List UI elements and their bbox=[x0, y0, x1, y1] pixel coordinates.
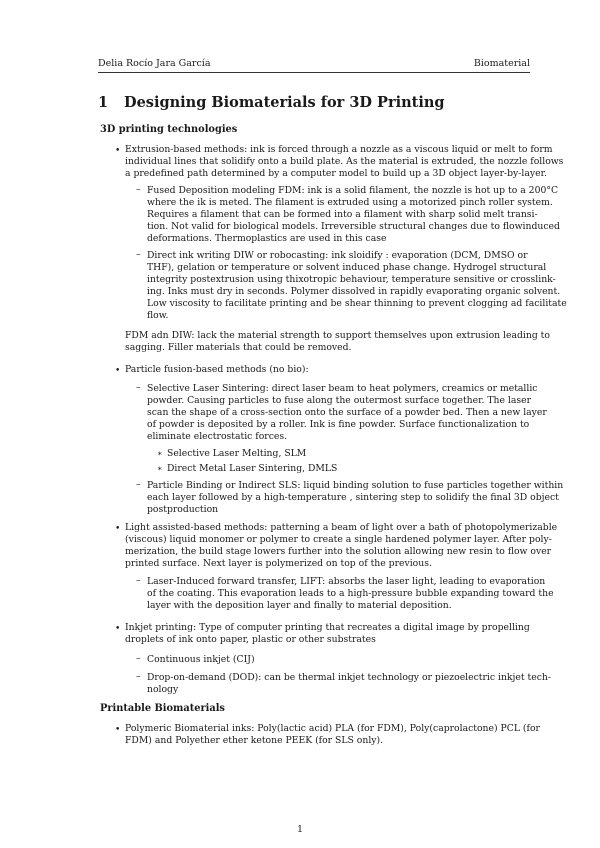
slm-item: Selective Laser Melting, SLM bbox=[167, 448, 307, 459]
inkjet-line-1: Inkjet printing: Type of computer printing that recreates a digital image by propelling bbox=[125, 622, 530, 633]
lift-line-3: layer with the deposition layer and finally to material deposition. bbox=[147, 600, 452, 611]
subhead-printable-biomaterials: Printable Biomaterials bbox=[100, 703, 225, 714]
extrusion-line-2: individual lines that solidify onto a build plate. As the material is extruded, the nozzle follows bbox=[125, 156, 564, 167]
section-number: 1 bbox=[98, 94, 109, 111]
sls-line-3: scan the shape of a cross-section onto the surface of a powder bed. Then a new layer bbox=[147, 407, 547, 418]
header-topic: Biomaterial bbox=[473, 58, 530, 69]
diw-line-3: integrity postextrusion using thixotropic behaviour, temperature sensitive or crosslink- bbox=[147, 274, 556, 285]
fdm-line-1: Fused Deposition modeling FDM: ink is a solid filament, the nozzle is hot up to a 200°C bbox=[147, 185, 559, 196]
sls-line-1: Selective Laser Sintering: direct laser beam to heat polymers, creamics or metallic bbox=[147, 383, 538, 394]
light-line-1: Light assisted-based methods: patterning a beam of light over a bath of photopolymerizable bbox=[125, 522, 558, 533]
dod-line-1: Drop-on-demand (DOD): can be thermal inkjet technology or piezoelectric inkjet tech- bbox=[147, 672, 551, 683]
dash-marker: – bbox=[136, 480, 141, 490]
binding-line-3: postproduction bbox=[147, 504, 219, 515]
dash-marker: – bbox=[136, 250, 141, 260]
cij-item: Continuous inkjet (CIJ) bbox=[147, 654, 255, 665]
page-number: 1 bbox=[296, 824, 304, 835]
extrusion-line-3: a predefined path determined by a computer model to build up a 3D object layer-by-layer. bbox=[125, 168, 547, 179]
dash-marker: – bbox=[136, 576, 141, 586]
bullet-marker: • bbox=[115, 524, 121, 534]
light-line-3: merization, the build stage lowers further into the solution allowing new resin to flow over bbox=[125, 546, 552, 557]
diw-line-6: flow. bbox=[147, 310, 169, 321]
subhead-3d-printing-technologies: 3D printing technologies bbox=[100, 124, 238, 135]
bullet-marker: • bbox=[115, 366, 121, 376]
dash-marker: – bbox=[136, 383, 141, 393]
dash-marker: – bbox=[136, 672, 141, 682]
header-rule bbox=[98, 72, 530, 73]
running-header bbox=[98, 58, 530, 69]
star-marker: ∗ bbox=[157, 449, 163, 458]
header-author: Delia Rocío Jara García bbox=[98, 58, 211, 69]
dash-marker: – bbox=[136, 185, 141, 195]
fdm-line-2: where the ik is meted. The filament is extruded using a motorized pinch roller system. bbox=[147, 197, 553, 208]
inkjet-line-2: droplets of ink onto paper, plastic or other substrates bbox=[125, 634, 376, 645]
sls-line-2: powder. Causing particles to fuse along the outermost surface together. The laser bbox=[147, 395, 532, 406]
section-title bbox=[98, 94, 530, 111]
bullet-marker: • bbox=[115, 146, 121, 156]
fdm-line-4: tion. Not valid for biological models. Irreversible structural changes due to flowinduced bbox=[147, 221, 560, 232]
fdm-line-5: deformations. Thermoplastics are used in this case bbox=[147, 233, 387, 244]
light-line-4: printed surface. Next layer is polymerized on top of the previous. bbox=[125, 558, 432, 569]
fdm-line-3: Requires a filament that can be formed into a filament with sharp solid melt transi- bbox=[147, 209, 538, 220]
sls-line-4: of powder is deposited by a roller. Ink is fine powder. Surface functionalization to bbox=[147, 419, 530, 430]
sls-line-5: eliminate electrostatic forces. bbox=[147, 431, 288, 442]
bullet-marker: • bbox=[115, 725, 121, 735]
binding-line-2: each layer followed by a high-temperature , sintering step to solidify the final 3D object bbox=[147, 492, 559, 503]
fdm-diw-note-line-1: FDM adn DIW: lack the material strength to support themselves upon extrusion leading to bbox=[125, 330, 550, 341]
diw-line-5: Low viscosity to facilitate printing and be shear thinning to prevent clogging ad facilitate bbox=[147, 298, 567, 309]
polymeric-line-1: Polymeric Biomaterial inks: Poly(lactic acid) PLA (for FDM), Poly(caprolactone) PCL (for bbox=[125, 723, 540, 734]
section-title-text: Designing Biomaterials for 3D Printing bbox=[124, 94, 445, 111]
star-marker: ∗ bbox=[157, 464, 163, 473]
light-line-2: (viscous) liquid monomer or polymer to create a single hardened polymer layer. After poly- bbox=[125, 534, 552, 545]
dmls-item: Direct Metal Laser Sintering, DMLS bbox=[167, 463, 338, 474]
diw-line-4: ing. Inks must dry in seconds. Polymer dissolved in rapidly evaporating organic solvent. bbox=[147, 286, 561, 297]
lift-line-2: of the coating. This evaporation leads to a high-pressure bubble expanding toward the bbox=[147, 588, 554, 599]
particle-heading: Particle fusion-based methods (no bio): bbox=[125, 364, 309, 375]
fdm-diw-note-line-2: sagging. Filler materials that could be removed. bbox=[125, 342, 352, 353]
dash-marker: – bbox=[136, 654, 141, 664]
bullet-marker: • bbox=[115, 624, 121, 634]
binding-line-1: Particle Binding or Indirect SLS: liquid binding solution to fuse particles together within bbox=[147, 480, 564, 491]
lift-line-1: Laser-Induced forward transfer, LIFT: absorbs the laser light, leading to evaporation bbox=[147, 576, 546, 587]
diw-line-1: Direct ink writing DIW or robocasting: ink sloidify : evaporation (DCM, DMSO or bbox=[147, 250, 528, 261]
dod-line-2: nology bbox=[147, 684, 179, 695]
polymeric-line-2: FDM) and Polyether ether ketone PEEK (for SLS only). bbox=[125, 735, 384, 746]
diw-line-2: THF), gelation or temperature or solvent induced phase change. Hydrogel structural bbox=[147, 262, 547, 273]
extrusion-line-1: Extrusion-based methods: ink is forced through a nozzle as a viscous liquid or melt to form bbox=[125, 144, 553, 155]
